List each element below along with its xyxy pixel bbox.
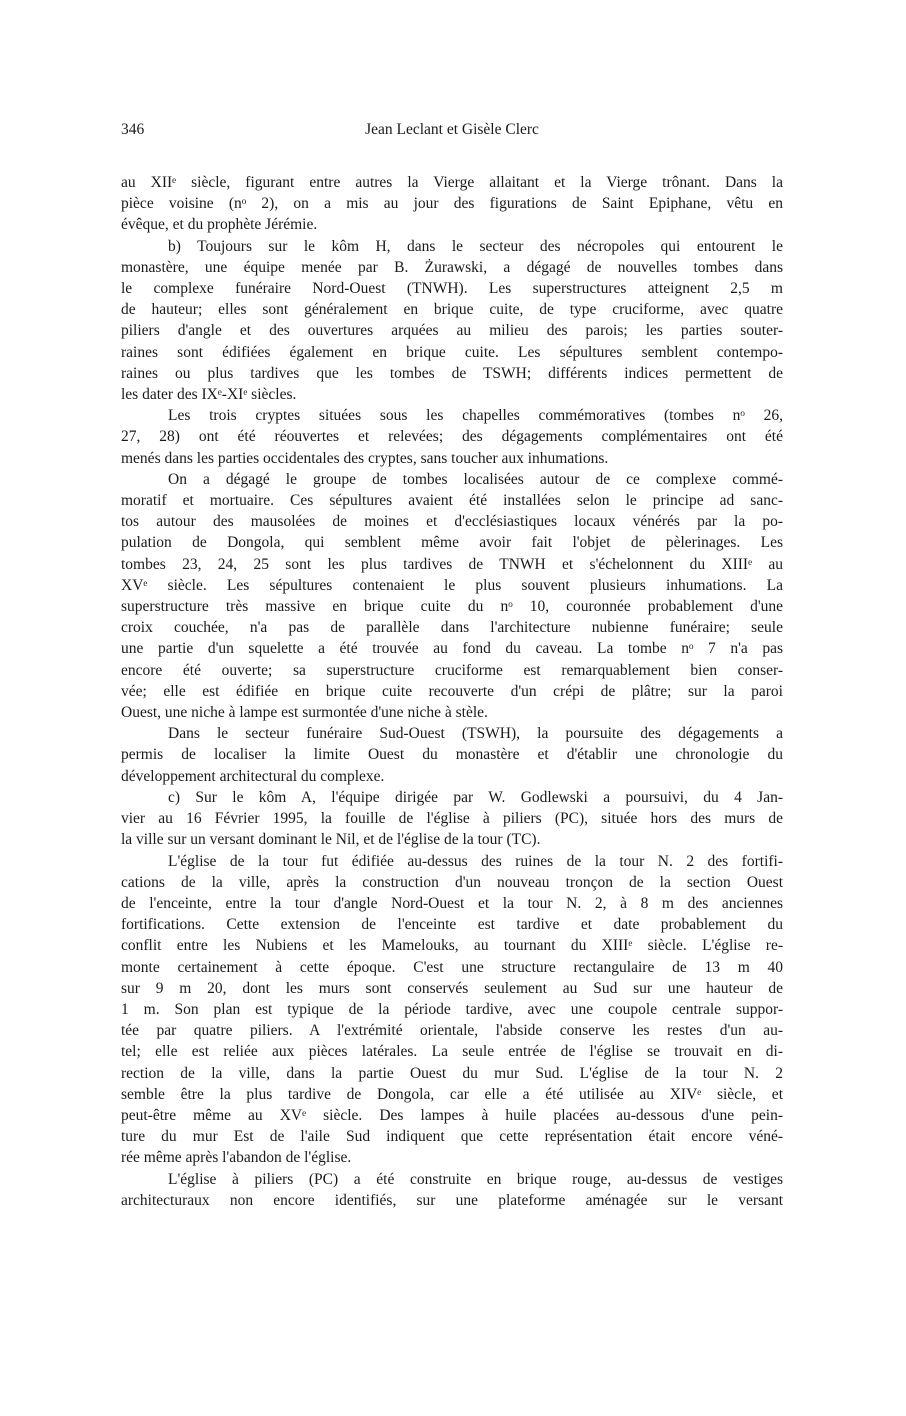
paragraph (121, 1169, 783, 1211)
text-line: monastère, une équipe menée par B. Żurawski, a dégagé de nouvelles tombes dans (121, 258, 783, 276)
text-line: vier au 16 Février 1995, la fouille de l'église à piliers (PC), située hors des murs de (121, 810, 783, 828)
text-line: rection de la ville, dans la partie Ouest du mur Sud. L'église de la tour N. 2 (121, 1064, 783, 1082)
paragraph (121, 236, 783, 406)
page-header (121, 121, 783, 143)
text-line: tombes 23, 24, 25 sont les plus tardives de TNWH et s'échelonnent du XIIIᵉ au (121, 555, 783, 573)
text-line: pièce voisine (nᵒ 2), on a mis au jour des figurations de Saint Epiphane, vêtu en (121, 195, 783, 213)
text-line: XVᵉ siècle. Les sépultures contenaient le plus souvent plusieurs inhumations. La (121, 576, 783, 594)
text-line: superstructure très massive en brique cuite du nᵒ 10, couronnée probablement d'une (121, 598, 783, 616)
text-line: piliers d'angle et des ouvertures arquées au milieu des parois; les parties souter- (121, 322, 783, 340)
text-line: b) Toujours sur le kôm H, dans le secteur des nécropoles qui entourent le (168, 237, 783, 255)
text-line: ture du mur Est de l'aile Sud indiquent que cette représentation était encore véné- (121, 1128, 783, 1146)
text-line: au XIIᵉ siècle, figurant entre autres la Vierge allaitant et la Vierge trônant. Dans la (121, 174, 783, 191)
text-line: c) Sur le kôm A, l'équipe dirigée par W. Godlewski a poursuivi, du 4 Jan- (168, 788, 783, 806)
text-line: peut-être même au XVᵉ siècle. Des lampes à huile placées au-dessous d'une pein- (121, 1106, 783, 1124)
paragraph (121, 787, 783, 851)
text-line: menés dans les parties occidentales des cryptes, sans toucher aux inhumations. (121, 449, 609, 467)
page-number: 346 (121, 121, 145, 138)
text-line: permis de localiser la limite Ouest du monastère et d'établir une chronologie du (121, 746, 783, 764)
paragraph (121, 851, 783, 1169)
text-line: Ouest, une niche à lampe est surmontée d'une niche à stèle. (121, 704, 488, 722)
text-line: 27, 28) ont été réouvertes et relevées; des dégagements complémentaires ont été (121, 428, 783, 446)
text-line: pulation de Dongola, qui semblent même avoir fait l'objet de pèlerinages. Les (121, 534, 783, 552)
text-line: rée même après l'abandon de l'église. (121, 1149, 352, 1167)
body-text (121, 172, 783, 1211)
text-line: de hauteur; elles sont généralement en brique cuite, de type cruciforme, avec quatre (121, 301, 783, 319)
text-line: conflit entre les Nubiens et les Mamelouks, au tournant du XIIIᵉ siècle. L'église re- (121, 937, 783, 955)
text-line: Dans le secteur funéraire Sud-Ouest (TSWH), la poursuite des dégagements a (168, 725, 783, 743)
text-line: développement architectural du complexe. (121, 767, 385, 785)
text-line: tos autour des mausolées de moines et d'ecclésiastiques locaux vénérés par la po- (121, 513, 783, 531)
paragraph (121, 469, 783, 723)
text-line: fortifications. Cette extension de l'enceinte est tardive et date probablement du (121, 916, 783, 934)
text-line: une partie d'un squelette a été trouvée au fond du caveau. La tombe nᵒ 7 n'a pas (121, 640, 783, 658)
text-line: les dater des IXᵉ-XIᵉ siècles. (121, 386, 297, 404)
text-line: de l'enceinte, entre la tour d'angle Nord-Ouest et la tour N. 2, à 8 m des anciennes (121, 894, 783, 912)
text-line: tel; elle est reliée aux pièces latérales. La seule entrée de l'église se trouvait en di- (121, 1043, 783, 1061)
text-line: tée par quatre piliers. A l'extrémité orientale, l'abside conserve les restes d'un au- (121, 1022, 783, 1040)
text-line: architecturaux non encore identifiés, sur une plateforme aménagée sur le versant (121, 1191, 783, 1209)
text-line: vée; elle est édifiée en brique cuite recouverte d'un crépi de plâtre; sur la paroi (121, 682, 783, 700)
text-line: cations de la ville, après la construction d'un nouveau tronçon de la section Ouest (121, 873, 783, 891)
paragraph (121, 723, 783, 787)
text-line: évêque, et du prophète Jérémie. (121, 216, 318, 234)
text-line: encore été ouverte; sa superstructure cruciforme est remarquablement bien conser- (121, 661, 783, 679)
text-line: L'église à piliers (PC) a été construite en brique rouge, au-dessus de vestiges (168, 1170, 783, 1188)
text-line: sur 9 m 20, dont les murs sont conservés seulement au Sud sur une hauteur de (121, 979, 783, 997)
text-line: L'église de la tour fut édifiée au-dessus des ruines de la tour N. 2 des fortifi- (168, 852, 783, 870)
paragraph (121, 172, 783, 236)
text-line: moratif et mortuaire. Ces sépultures avaient été installées selon le principe ad sanc- (121, 492, 783, 510)
text-line: croix couchée, n'a pas de parallèle dans l'architecture nubienne funéraire; seule (121, 619, 783, 637)
running-head: Jean Leclant et Gisèle Clerc (365, 121, 539, 138)
text-line: 1 m. Son plan est typique de la période tardive, avec une coupole centrale suppor- (121, 1000, 783, 1018)
text-line: la ville sur un versant dominant le Nil, et de l'église de la tour (TC). (121, 831, 541, 849)
text-line: Les trois cryptes situées sous les chapelles commémoratives (tombes nᵒ 26, (168, 407, 783, 425)
paragraph (121, 405, 783, 469)
text-line: le complexe funéraire Nord-Ouest (TNWH). Les superstructures atteignent 2,5 m (121, 280, 783, 298)
text-line: raines ou plus tardives que les tombes de TSWH; différents indices permettent de (121, 364, 783, 382)
text-line: semble être la plus tardive de Dongola, car elle a été utilisée au XIVᵉ siècle, et (121, 1085, 783, 1103)
text-line: raines sont édifiées également en brique cuite. Les sépultures semblent contempo- (121, 343, 783, 361)
text-line: monte certainement à cette époque. C'est une structure rectangulaire de 13 m 40 (121, 958, 783, 976)
text-line: On a dégagé le groupe de tombes localisées autour de ce complexe commé- (168, 470, 783, 488)
